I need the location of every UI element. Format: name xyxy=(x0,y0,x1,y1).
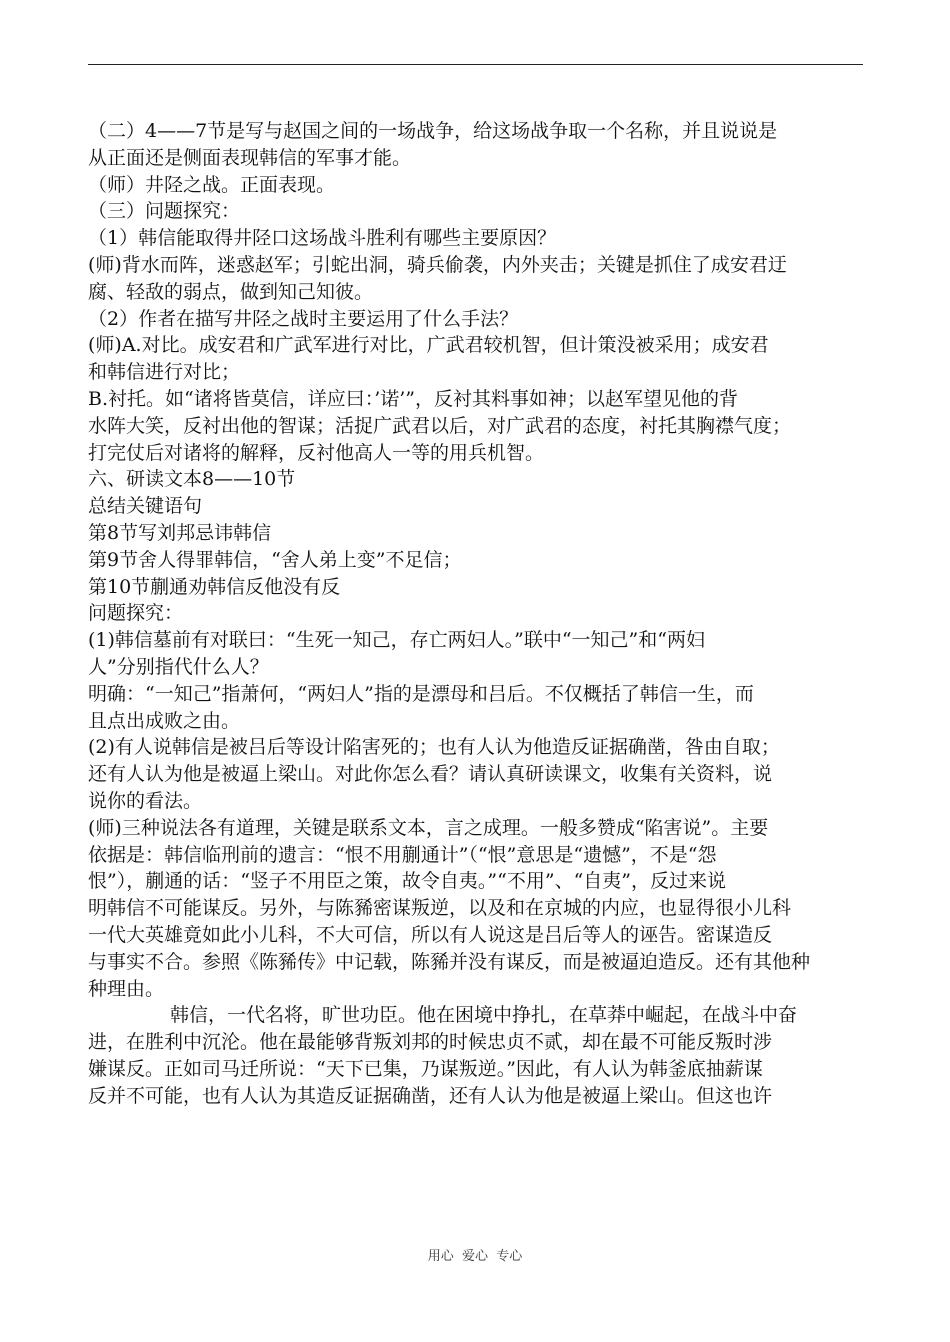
text-line: 种理由。 xyxy=(88,977,165,1000)
text-line: 腐、轻敌的弱点，做到知己知彼。 xyxy=(88,280,374,303)
text-line: 从正面还是侧面表现韩信的军事才能。 xyxy=(88,146,412,169)
text-line: 第9节舍人得罪韩信，“舍人弟上变”不足信； xyxy=(88,548,462,571)
text-line: (师)A.对比。成安君和广武军进行对比，广武君较机智，但计策没被采用；成安君 xyxy=(88,334,769,357)
text-line: 人”分别指代什么人？ xyxy=(88,655,269,678)
text-line: (1)韩信墓前有对联曰：“生死一知己，存亡两妇人。”联中“一知己”和“两妇 xyxy=(88,629,705,652)
text-line: 恨”），蒯通的话：“竖子不用臣之策，故令自夷。”“不用”、“自夷”，反过来说 xyxy=(88,870,726,893)
text-line: 进，在胜利中沉沦。他在最能够背叛刘邦的时候忠贞不贰，却在最不可能反叛时涉 xyxy=(88,1031,773,1054)
text-line: 一代大英雄竟如此小儿科，不大可信，所以有人说这是吕后等人的诬告。密谋造反 xyxy=(88,923,773,946)
text-line: B.衬托。如“诸将皆莫信，详应曰：’诺’”，反衬其料事如神；以赵军望见他的背 xyxy=(88,387,739,410)
text-line: 且点出成败之由。 xyxy=(88,709,241,732)
text-line: （2）作者在描写井陉之战时主要运用了什么手法？ xyxy=(88,307,519,330)
text-line: 打完仗后对诸将的解释，反衬他高人一等的用兵机智。 xyxy=(88,441,545,464)
text-line: 和韩信进行对比； xyxy=(88,361,241,384)
text-line: 总结关键语句 xyxy=(88,495,203,518)
text-line: 与事实不合。参照《陈豨传》中记载，陈豨并没有谋反，而是被逼迫造反。还有其他种 xyxy=(88,950,811,973)
text-line: 嫌谋反。正如司马迁所说：“天下已集，乃谋叛逆。”因此，有人认为韩釜底抽薪谋 xyxy=(88,1057,763,1080)
text-line: (师)背水而阵，迷惑赵军；引蛇出洞，骑兵偷袭，内外夹击；关键是抓住了成安君迂 xyxy=(88,253,787,276)
text-line: 还有人认为他是被逼上梁山。对此你怎么看？请认真研读课文，收集有关资料，说 xyxy=(88,763,773,786)
header-rule xyxy=(88,64,863,65)
text-line: 问题探究： xyxy=(88,602,184,625)
section-heading: 六、研读文本8——10节 xyxy=(88,468,296,491)
text-line: 第10节蒯通劝韩信反他没有反 xyxy=(88,575,341,598)
text-line: 依据是：韩信临刑前的遗言：“恨不用蒯通计”（“恨”意思是“遗憾”，不是“怨 xyxy=(88,843,717,866)
page-footer: 用心 爱心 专心 xyxy=(427,1249,523,1264)
text-line: 明确：“一知己”指萧何，“两妇人”指的是漂母和吕后。不仅概括了韩信一生，而 xyxy=(88,682,754,705)
text-line: （1）韩信能取得井陉口这场战斗胜利有哪些主要原因？ xyxy=(88,227,557,250)
paragraph-first-line: 韩信，一代名将，旷世功臣。他在困境中挣扎，在草莽中崛起，在战斗中奋 xyxy=(170,1004,798,1027)
document-body xyxy=(88,118,863,1109)
text-line: 第8节写刘邦忌讳韩信 xyxy=(88,521,272,544)
text-line: 反并不可能，也有人认为其造反证据确凿，还有人认为他是被逼上梁山。但这也许 xyxy=(88,1084,773,1107)
text-line: （二）4——7节是写与赵国之间的一场战争，给这场战争取一个名称，并且说说是 xyxy=(88,120,778,142)
text-line: 说你的看法。 xyxy=(88,789,203,812)
text-line: (2)有人说韩信是被吕后等设计陷害死的；也有人认为他造反证据确凿，咎由自取； xyxy=(88,736,780,759)
text-line: （三）问题探究： xyxy=(88,200,241,223)
text-line: 水阵大笑，反衬出他的智谋；活捉广武君以后，对广武君的态度，衬托其胸襟气度； xyxy=(88,414,792,437)
text-line: （师）井陉之战。正面表现。 xyxy=(88,173,336,196)
text-line: 明韩信不可能谋反。另外，与陈豨密谋叛逆，以及和在京城的内应，也显得很小儿科 xyxy=(88,897,792,920)
text-line: (师)三种说法各有道理，关键是联系文本，言之成理。一般多赞成“陷害说”。主要 xyxy=(88,816,769,839)
